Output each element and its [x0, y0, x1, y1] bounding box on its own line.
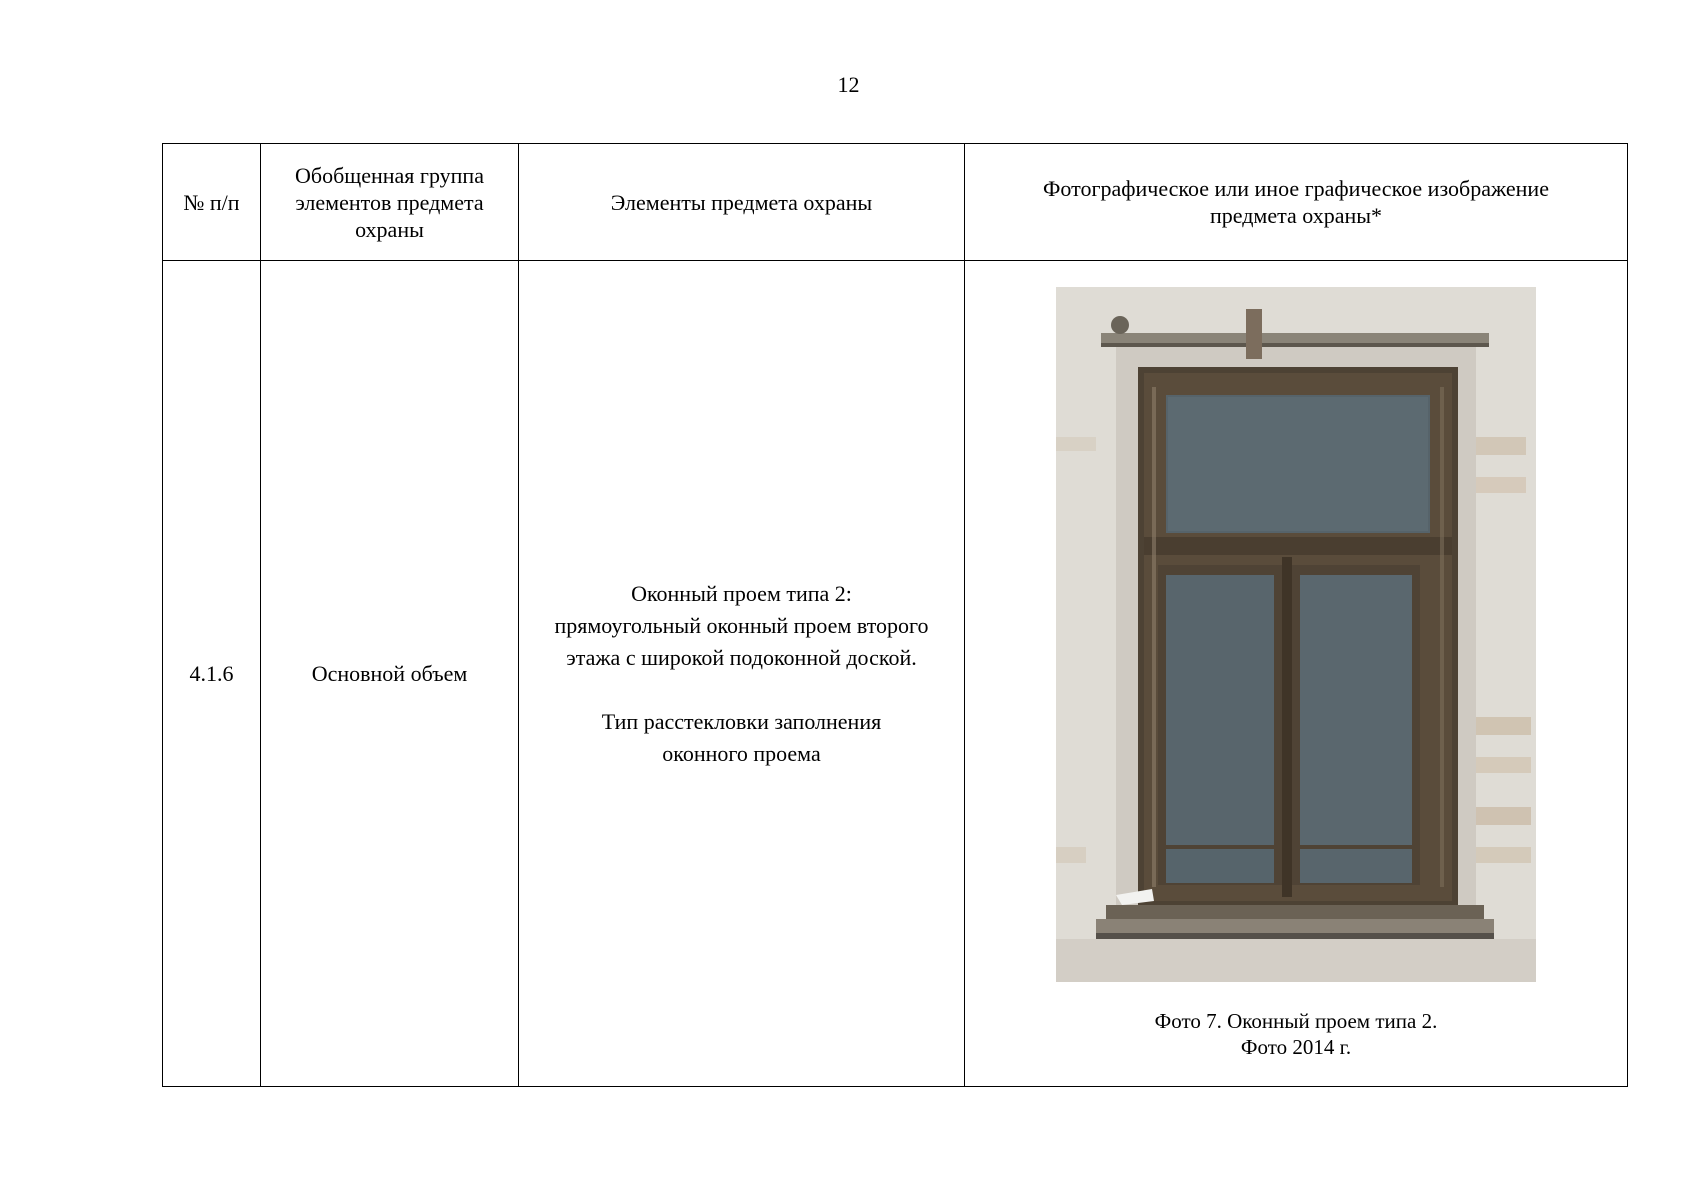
elements-line: оконного проема [662, 740, 821, 766]
page-number: 12 [837, 72, 860, 97]
row-group: Основной объем [261, 261, 519, 1087]
photo-caption [975, 1008, 1617, 1060]
elements-line: прямоугольный оконный проем второго [554, 612, 929, 638]
header-elements: Элементы предмета охраны [519, 144, 965, 261]
header-group: Обобщенная группа элементов предмета охраны [261, 144, 519, 261]
header-image: Фотографическое или иное графическое изображение предмета охраны* [965, 144, 1628, 261]
table-row [163, 261, 1628, 1087]
header-row [163, 144, 1628, 261]
header-num: № п/п [163, 144, 261, 261]
row-elements [519, 261, 965, 1087]
elements-line: этажа с широкой подоконной доской. [566, 644, 917, 670]
caption-line: Фото 7. Оконный проем типа 2. [1154, 1009, 1438, 1033]
elements-line: Оконный проем типа 2: [631, 580, 852, 606]
row-num: 4.1.6 [163, 261, 261, 1087]
window-photo [1056, 287, 1536, 982]
row-image [965, 261, 1628, 1087]
protection-table [162, 143, 1628, 1087]
elements-line: Тип расстекловки заполнения [601, 708, 882, 734]
caption-line: Фото 2014 г. [1240, 1035, 1352, 1059]
